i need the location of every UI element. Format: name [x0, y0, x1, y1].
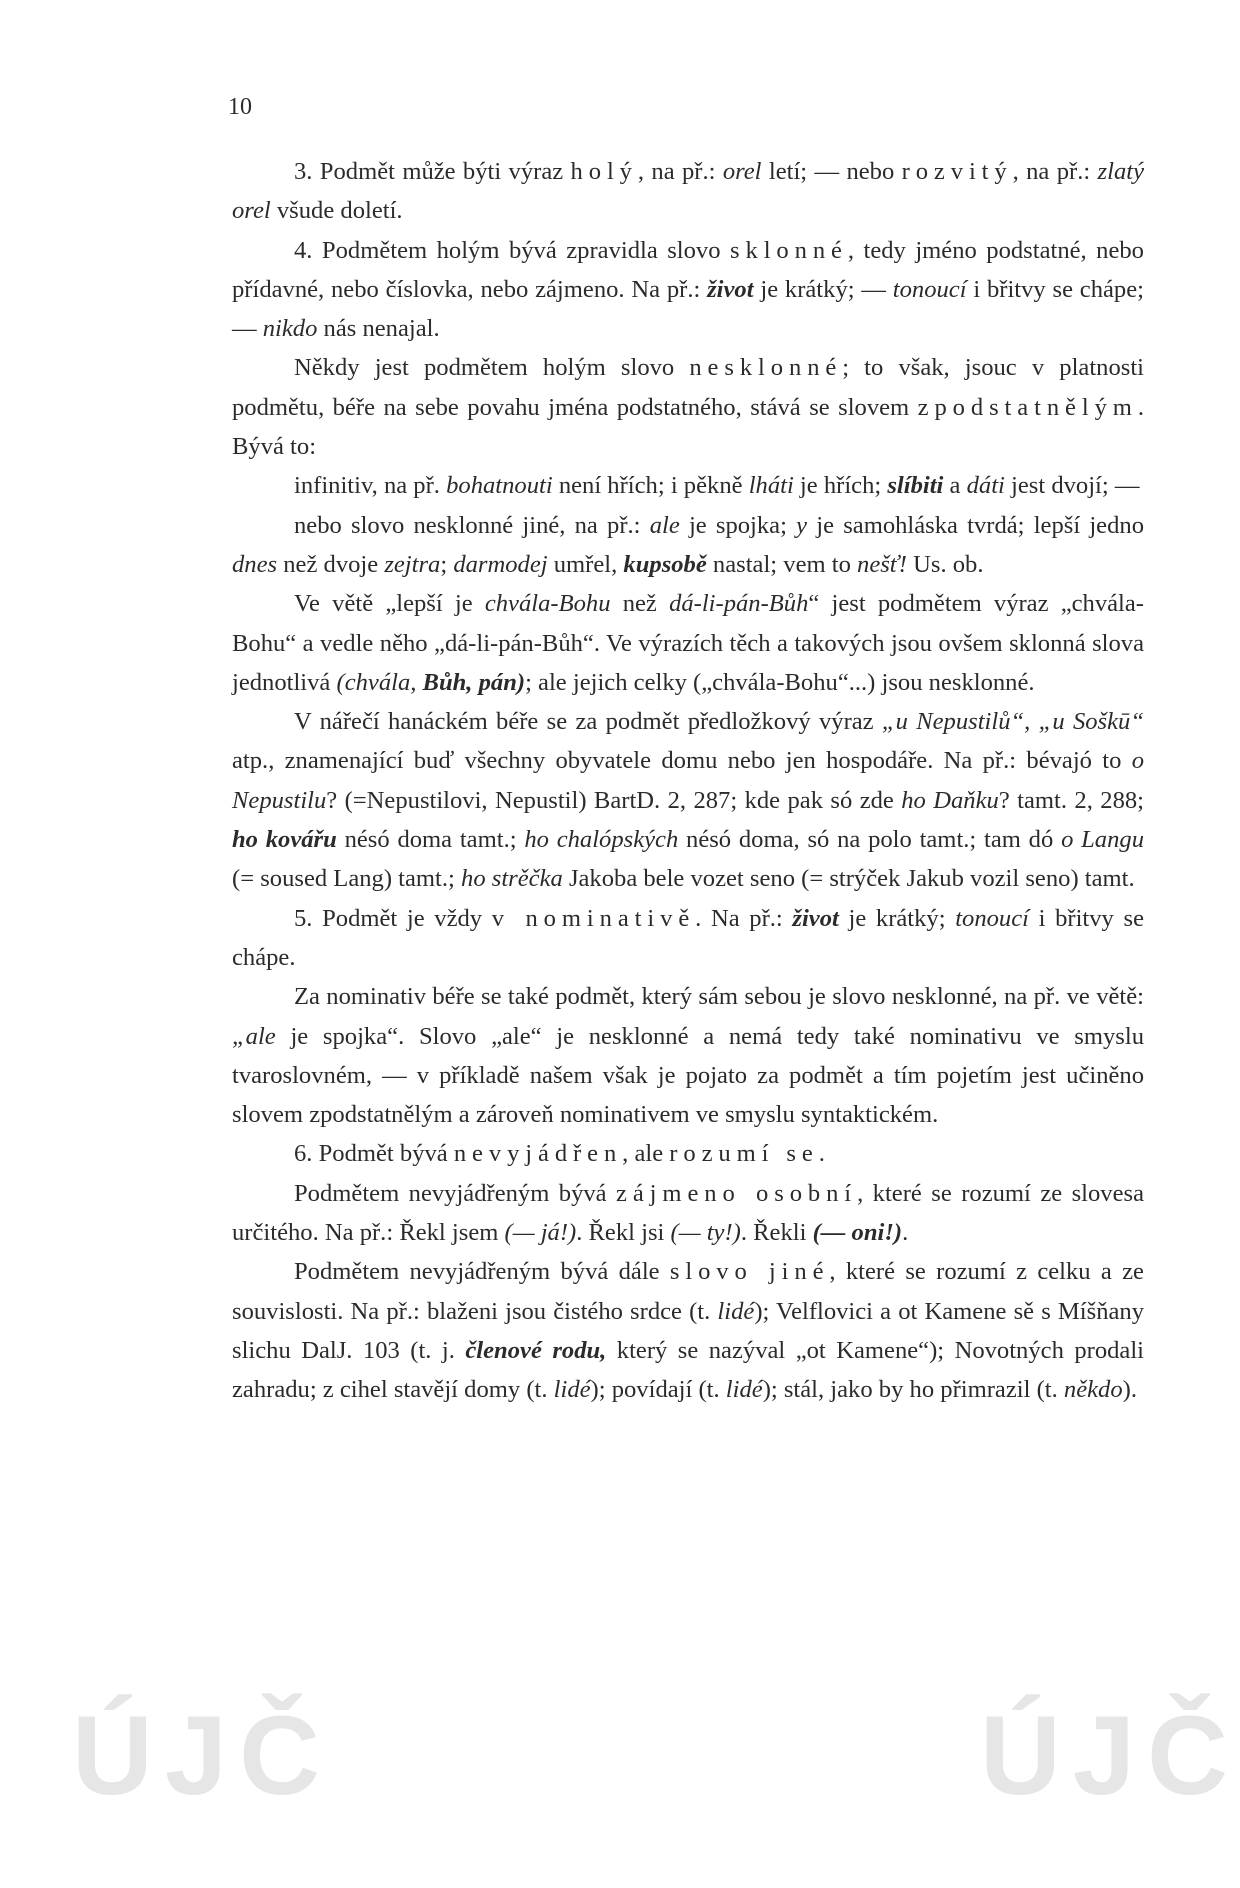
- paragraph: [232, 1174, 1144, 1253]
- text-run: Za nominativ béře se také podmět, který sám sebou je slovo nesklonné, na př. ve větě:: [294, 983, 1144, 1011]
- text-run: Ve větě „lepší je: [294, 590, 485, 618]
- text-run: infinitiv, na př.: [294, 472, 447, 500]
- emphasis-text: „u Nepustilů“, „u Soškū“: [881, 708, 1144, 736]
- text-run: než dvoje: [277, 550, 385, 578]
- paragraph: [232, 348, 1144, 466]
- spaced-text: nesklonné: [689, 354, 843, 382]
- text-run: nebo slovo nesklonné jiné, na př.:: [294, 511, 650, 539]
- spaced-text: v nominativě: [491, 904, 696, 932]
- emphasis-text: lidé: [725, 1376, 763, 1404]
- emphasis-text: zejtra: [384, 550, 441, 578]
- text-run: , které se rozumí ze slovesa určitého. Na př.: Řekl jsem: [232, 1179, 1144, 1247]
- text-run: není hřích; i pěkně: [552, 472, 749, 500]
- text-run: je spojka“. Slovo „ale“ je nesklonné a nemá tedy také nominativu ve smyslu tvaroslovném, — v příkladě našem však je pojato za podmět a tím pojetím jest učiněno slovem zpodstatnělým a zároveň nominativem ve smyslu syntaktickém.: [232, 1022, 1144, 1129]
- paragraph: [232, 152, 1144, 231]
- text-run: je krátký;: [838, 904, 956, 932]
- emphasis-text: bohatnouti: [446, 472, 553, 500]
- emphasis-text: y: [796, 511, 808, 539]
- text-run: 6. Podmět bývá: [294, 1140, 454, 1168]
- text-run: ); stál, jako by ho přimrazil (t.: [762, 1376, 1064, 1404]
- watermark-logo-right: ÚJČ: [980, 1693, 1240, 1818]
- paragraph: [232, 1252, 1144, 1409]
- emphasis-text: (chvála,: [336, 668, 423, 696]
- text-run: Podmětem nevyjádřeným bývá: [294, 1179, 617, 1207]
- emphasis-text: (— já!): [504, 1219, 577, 1247]
- text-run: (= soused Lang) tamt.;: [232, 865, 462, 893]
- emphasis-text: dnes: [232, 550, 278, 578]
- emphasis-text: tonoucí: [955, 904, 1029, 932]
- text-run: ; to však, jsouc v platnosti podmětu, béře na sebe povahu jména podstatného, stává se slovem: [232, 354, 1144, 421]
- text-run: ;: [440, 550, 454, 578]
- paragraph: [232, 584, 1144, 702]
- text-run: , tedy jméno podstatné, nebo přídavné, nebo číslovka, nebo zájmeno. Na př.:: [232, 236, 1144, 303]
- text-run: Us. ob.: [906, 550, 984, 578]
- text-run: umřel,: [547, 550, 624, 578]
- text-run: .: [902, 1219, 909, 1247]
- text-run: než: [610, 590, 670, 618]
- emphasis-text: zlatý orel: [232, 158, 1144, 225]
- emphasis-text: orel: [722, 158, 762, 185]
- text-run: je krátký; —: [753, 275, 893, 303]
- text-run: ).: [1122, 1376, 1137, 1404]
- text-run: i břitvy se chápe; —: [232, 275, 1144, 343]
- text-run: , které se rozumí z celku a ze souvislosti. Na př.: blaženi jsou čistého srdce (t.: [232, 1258, 1144, 1325]
- spaced-text: holý: [570, 158, 638, 185]
- paragraph: [232, 231, 1144, 349]
- emphasis-text: tonoucí: [892, 275, 967, 303]
- emphasis-text: lháti: [748, 472, 794, 500]
- text-run: ); povídají (t.: [590, 1376, 726, 1404]
- emphasis-text: (— ty!): [670, 1219, 741, 1247]
- spaced-text: nevyjádřen: [453, 1140, 623, 1168]
- emphasis-text: dá-li-pán-Bůh: [669, 590, 809, 618]
- text-run: , ale: [622, 1140, 670, 1168]
- body-text: [232, 152, 1144, 1410]
- text-run: Někdy jest podmětem holým slovo: [294, 354, 690, 382]
- emphasis-text: ho Daňku: [901, 786, 999, 814]
- paragraph: [232, 977, 1144, 1134]
- text-run: 3. Podmět může býti výraz: [294, 158, 571, 185]
- text-run: ); Velflovici a ot Kamene sě s Míšňany slichu DalJ. 103 (t. j.: [232, 1297, 1144, 1364]
- emphasis-text: ho strěčka: [461, 865, 563, 893]
- emphasis-text: chvála-Bohu: [484, 590, 611, 618]
- text-run: “ jest podmětem výraz „chvála-Bohu“ a vedle něho „dá-li-pán-Bůh“. Ve výrazích těch a takových jsou ovšem sklonná slova jednotlivá: [232, 590, 1144, 696]
- watermark-logo-left: ÚJČ: [72, 1693, 333, 1818]
- emphasis-text: lidé: [717, 1297, 755, 1325]
- text-run: jest dvojí; —: [1004, 472, 1140, 500]
- page-number: 10: [228, 94, 252, 120]
- text-run: nastal; vem to: [706, 550, 858, 578]
- spaced-text: zpodstatnělým: [917, 393, 1138, 421]
- text-run: V nářečí hanáckém béře se za podmět předložkový výraz: [294, 708, 882, 736]
- emphasis-text: členové rodu,: [465, 1336, 607, 1364]
- spaced-text: rozumí se: [669, 1140, 819, 1168]
- text-run: , na př.:: [1012, 158, 1098, 185]
- emphasis-text: o Langu: [1061, 826, 1144, 854]
- text-run: .: [818, 1140, 825, 1168]
- emphasis-text: ho chalópských: [524, 826, 679, 854]
- text-run: , na př.:: [637, 158, 723, 185]
- text-run: 4. Podmětem holým bývá zpravidla slovo: [294, 236, 731, 264]
- text-run: je hřích;: [793, 472, 888, 500]
- emphasis-text: ale: [649, 511, 680, 539]
- text-run: . Řekl jsi: [576, 1219, 671, 1247]
- text-run: ? tamt. 2, 288;: [998, 786, 1145, 814]
- text-run: je samohláska tvrdá; lepší jedno: [807, 511, 1144, 539]
- paragraph: [232, 1134, 1144, 1173]
- text-run: Jakoba bele vozet seno (= strýček Jakub vozil seno) tamt.: [562, 865, 1135, 893]
- emphasis-text: „ale: [232, 1022, 276, 1050]
- text-run: nésó doma tamt.;: [336, 826, 525, 854]
- text-run: nás nenajal.: [317, 315, 440, 343]
- text-run: ; ale jejich celky („chvála-Bohu“...) jsou nesklonné.: [525, 668, 1035, 696]
- emphasis-text: život: [707, 275, 754, 303]
- paragraph: [232, 702, 1144, 898]
- emphasis-text: darmodej: [453, 550, 548, 578]
- text-run: všude doletí.: [270, 197, 403, 225]
- text-run: . Řekli: [740, 1219, 813, 1247]
- emphasis-text: kupsobě: [623, 550, 707, 578]
- paragraph: [232, 506, 1144, 585]
- emphasis-text: (— oni!): [812, 1219, 903, 1247]
- text-run: který se nazýval „ot Kamene“); Novotných prodali zahradu; z cihel stavějí domy (t.: [232, 1336, 1144, 1404]
- spaced-text: zájmeno osobní: [616, 1179, 858, 1207]
- text-run: i břitvy se chápe.: [232, 904, 1144, 971]
- emphasis-text: Bůh, pán): [422, 668, 526, 696]
- text-run: je spojka;: [679, 511, 797, 539]
- text-run: ? (=Nepustilovi, Nepustil) BartD. 2, 287; kde pak só zde: [326, 786, 902, 814]
- spaced-text: sklonné: [730, 236, 848, 264]
- emphasis-text: nešť!: [857, 550, 907, 578]
- text-run: a: [943, 472, 967, 500]
- text-run: letí; — nebo: [761, 158, 902, 185]
- emphasis-text: slíbiti: [887, 472, 944, 500]
- text-run: . Bývá to:: [232, 393, 1144, 461]
- emphasis-text: nikdo: [262, 315, 318, 343]
- emphasis-text: život: [792, 904, 839, 932]
- text-run: nésó doma, só na polo tamt.; tam dó: [678, 826, 1062, 854]
- spaced-text: slovo jiné: [669, 1258, 830, 1286]
- emphasis-text: dáti: [966, 472, 1005, 500]
- text-run: . Na př.:: [695, 904, 793, 932]
- spaced-text: rozvitý: [901, 158, 1013, 185]
- emphasis-text: o Nepustilu: [232, 747, 1144, 814]
- emphasis-text: někdo: [1063, 1376, 1123, 1404]
- text-run: atp., znamenající buď všechny obyvatele domu nebo jen hospodáře. Na př.: bévajó to: [232, 747, 1132, 775]
- paragraph: [232, 466, 1144, 505]
- emphasis-text: ho kovářu: [232, 826, 337, 854]
- text-run: 5. Podmět je vždy: [294, 904, 492, 932]
- emphasis-text: lidé: [553, 1376, 591, 1404]
- paragraph: [232, 899, 1144, 978]
- text-run: Podmětem nevyjádřeným bývá dále: [294, 1258, 670, 1286]
